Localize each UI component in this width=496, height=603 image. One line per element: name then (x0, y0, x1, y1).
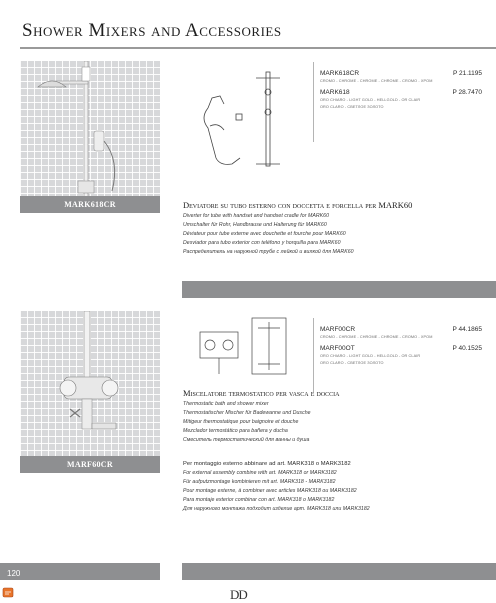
product2-description-line: Mezclador termostático para bañera y ducha (183, 428, 288, 434)
product1-grey-band (20, 196, 160, 213)
page-title: Shower Mixers and Accessories (22, 20, 282, 41)
product2-install-line: Per montaggio esterno abbinare ad art. MARK318 o MARK3182 (183, 461, 351, 467)
product2-install-line: Pour montage externe, à combiner avec articles MARK318 ou MARK3182 (183, 488, 357, 494)
product2-install-line: Для наружного монтажа подходит изделие арт. MARK318 или MARK3182 (183, 506, 370, 512)
page-number: 120 (7, 569, 21, 578)
product2-photo (20, 311, 160, 473)
product2-technical-drawing (196, 314, 300, 384)
sku-code: MARK618 (320, 89, 350, 96)
product1-description-line: Распределитель на наружной трубе с лейкой и вилкой для MARK60 (183, 249, 354, 255)
title-divider (20, 47, 496, 49)
sku-finish: ORO CHIARO - LIGHT GOLD - HELLGOLD - OR CLAIR (320, 354, 421, 358)
product1-sku-2 (320, 89, 482, 96)
product2-description-title: Miscelatore termostatico per vasca e doccia (183, 388, 340, 398)
section-band (182, 281, 496, 298)
sku-code: MARF00OT (320, 345, 355, 352)
product1-description-line: Déviateur pour tube externe avec douchette et fourche pour MARK60 (183, 231, 346, 237)
sku-finish: ORO CLARO - СВЕТЛОЕ ЗОЛОТО (320, 105, 384, 109)
product2-sku-box (313, 318, 490, 392)
brand-logo: DD (230, 587, 247, 602)
footer-band-left (0, 563, 160, 580)
product2-install-line: Für aufputzmontage kombinieren mit art. MARK318 - MARK3182 (183, 479, 336, 485)
sku-code: MARK618CR (320, 70, 360, 77)
product1-photo-label: MARK618CR (20, 196, 160, 213)
footer-band-right (182, 563, 496, 580)
product2-description-line: Thermostatic bath and shower mixer (183, 401, 269, 407)
sku-finish: CROMO - CHROME - CHROME - CHROME - CROMO - XPOM (320, 335, 433, 339)
product2-install-line: For external assembly combine with art. MARK318 or MARK3182 (183, 470, 337, 476)
sku-code: MARF00CR (320, 326, 356, 333)
sku-price: P 44.1865 (452, 326, 482, 333)
product1-description-line: Desviador para tubo exterior con teléfono y horquilla para MARK60 (183, 240, 341, 246)
thermostatic-mixer-image (20, 311, 160, 473)
product2-description-line: Thermostatischer Mischer für Badewanne und Dusche (183, 410, 311, 416)
sku-price: P 28.7470 (452, 89, 482, 96)
shower-column-image (20, 61, 160, 213)
sku-finish: ORO CLARO - СВЕТЛОЕ ЗОЛОТО (320, 361, 384, 365)
product1-technical-drawing (196, 68, 300, 172)
product1-photo (20, 61, 160, 213)
sku-price: P 40.1525 (452, 345, 482, 352)
product1-sku-1 (320, 70, 482, 77)
product2-install-line: Para montaje exterior combinar con art. MARK318 o MARK3182 (183, 497, 335, 503)
product1-description-title: Deviatore su tubo esterno con doccetta e forcella per MARK60 (183, 200, 413, 210)
product2-description-line: Mitigeur thermostatique pour baignoire et douche (183, 419, 299, 425)
sku-finish: ORO CHIARO - LIGHT GOLD - HELLGOLD - OR CLAIR (320, 98, 421, 102)
product1-description-line: Umschalter für Rohr, Handbrause und Halterung für MARK60 (183, 222, 327, 228)
sku-price: P 21.1195 (452, 70, 482, 77)
product2-description-line: Смеситель термостатический для ванны и душа (183, 437, 310, 443)
product1-sku-box (313, 62, 490, 142)
product2-photo-label: MARF60CR (20, 456, 160, 473)
sku-finish: CROMO - CHROME - CHROME - CHROME - CROMO - XPOM (320, 79, 433, 83)
product1-description-line: Diverter for tube with handset and handset cradle for MARK60 (183, 213, 330, 219)
pdf-icon[interactable] (2, 586, 14, 598)
product2-sku-1 (320, 326, 482, 333)
product2-sku-2 (320, 345, 482, 352)
